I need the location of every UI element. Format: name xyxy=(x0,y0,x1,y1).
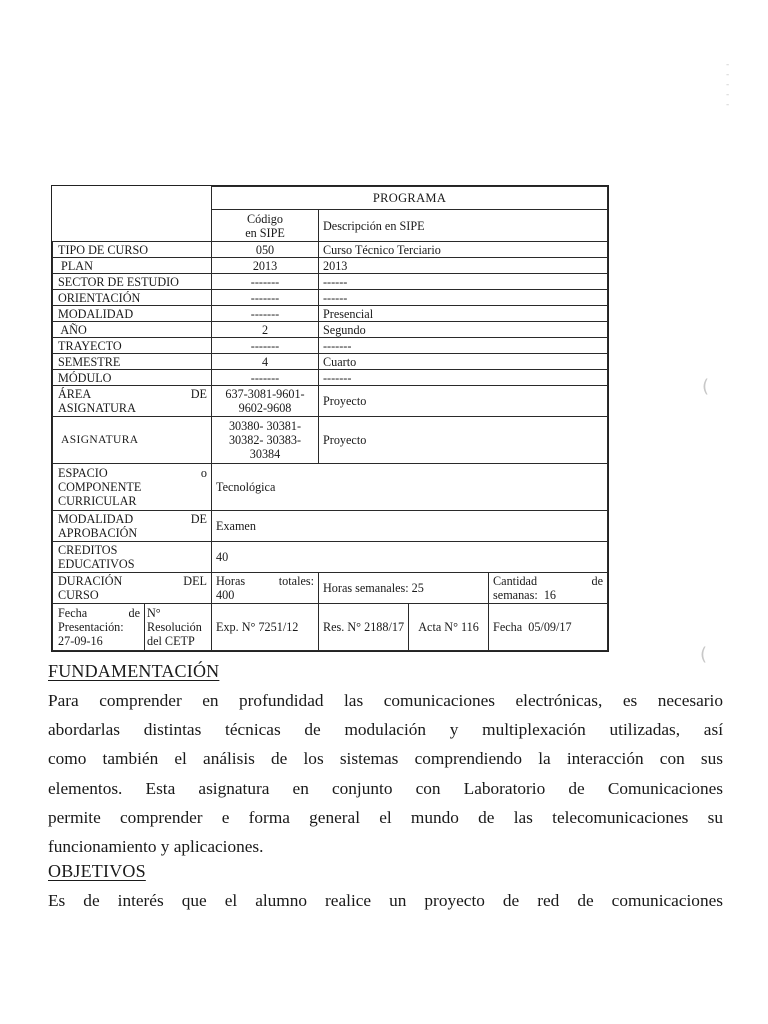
scan-mark-dashes: - - - - - xyxy=(726,60,730,110)
table-row: AÑO 2 Segundo xyxy=(53,322,608,338)
table-row-duracion: DURACIÓN DEL CURSO Horas totales: 400 Horas semanales: 25 Cantidad de semanas: 16 xyxy=(53,573,608,604)
table-title: PROGRAMA xyxy=(212,187,608,210)
table-row: MÓDULO ------- ------- xyxy=(53,370,608,386)
header-descripcion: Descripción en SIPE xyxy=(319,210,608,242)
table-row-asignatura: ASIGNATURA 30380- 30381- 30382- 30383- 30384 Proyecto xyxy=(53,417,608,464)
table-row-fechas: Fecha de Presentación: 27-09-16 N° Resolución del CETP Exp. N° 7251/12 Res. N° 2188/17 Acta N° 116 Fecha 05/09/17 xyxy=(53,604,608,651)
section-heading: OBJETIVOS xyxy=(48,861,146,881)
table-row: SECTOR DE ESTUDIO ------- ------ xyxy=(53,274,608,290)
programa-table xyxy=(51,185,609,652)
scan-mark-paren: ( xyxy=(700,644,708,665)
section-heading: FUNDAMENTACIÓN xyxy=(48,661,220,681)
table-row: TRAYECTO ------- ------- xyxy=(53,338,608,354)
objetivos-section xyxy=(48,861,723,915)
header-codigo: Código en SIPE xyxy=(212,210,319,242)
scan-mark-paren: ( xyxy=(702,376,710,397)
table-row: MODALIDAD ------- Presencial xyxy=(53,306,608,322)
table-row: PLAN 2013 2013 xyxy=(53,258,608,274)
table-row-modalidad-aprobacion: MODALIDAD DE APROBACIÓN Examen xyxy=(53,511,608,542)
table-row-espacio: ESPACIO o COMPONENTE CURRICULAR Tecnológica xyxy=(53,464,608,511)
table-row: SEMESTRE 4 Cuarto xyxy=(53,354,608,370)
fundamentacion-section xyxy=(48,661,723,861)
table-row: ORIENTACIÓN ------- ------ xyxy=(53,290,608,306)
table-row-area: ÁREA DE ASIGNATURA 637-3081-9601- 9602-9608 Proyecto xyxy=(53,386,608,417)
objetivos-paragraph: Es de interés que el alumno realice un proyecto de red de comunicaciones xyxy=(48,891,723,910)
fundamentacion-paragraph: Para comprender en profundidad las comunicaciones electrónicas, es necesario abordarlas distintas técnicas de modulación y multiplexación utilizadas, así como también el análisis de los sistemas comprendiendo la interacción con sus elementos. Esta asignatura en conjunto con Laboratorio de Comunicaciones permite comprender e forma general el mundo de las telecomunicaciones su funcionamiento y aplicaciones. xyxy=(48,691,723,856)
table-row-creditos: CREDITOS EDUCATIVOS 40 xyxy=(53,542,608,573)
table-row: TIPO DE CURSO 050 Curso Técnico Terciario xyxy=(53,242,608,258)
